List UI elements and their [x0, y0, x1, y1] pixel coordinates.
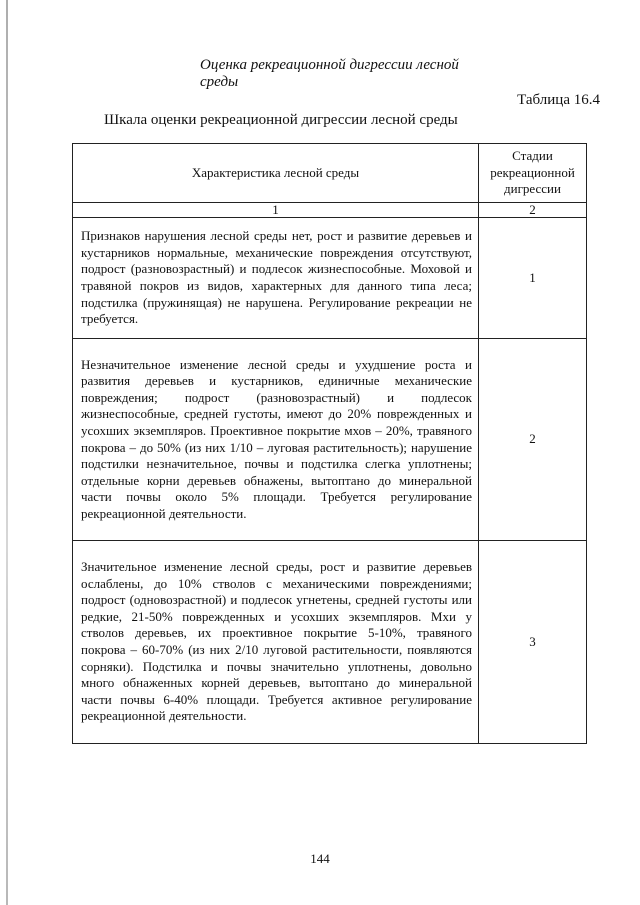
column-number-2: 2	[479, 203, 587, 218]
column-header-characteristic: Характеристика лесной среды	[73, 144, 479, 203]
scan-edge-line	[6, 0, 8, 905]
table-title: Шкала оценки рекреационной дигрессии лесной среды	[104, 112, 458, 128]
running-title: Оценка рекреационной дигрессии лесной среды	[200, 57, 459, 90]
page-number: 144	[310, 851, 330, 866]
table-row	[73, 218, 587, 339]
column-header-stage: Стадии рекреационной дигрессии	[479, 144, 587, 203]
row-stage: 3	[479, 541, 587, 744]
recreation-digression-table	[72, 143, 587, 744]
table-row	[73, 339, 587, 541]
table-header-row	[73, 144, 587, 203]
row-description: Значительное изменение лесной среды, рост и развитие деревьев ослаблены, до 10% стволов с механическими повреждениями; подрост (одновозрастной) и подлесок угнетены, средней густоты или редкие, 21-50% поврежденных и усохших экземпляров. Мхи у стволов деревьев, их проективное покрытие 5-10%, травяного покрова – 60-70% (из них 2/10 луговой растительности, появляются сорняки). Подстилка и почвы значительно уплотнены, довольно много обнаженных корней деревьев, вытоптано до минеральной части почвы 6-40% площади. Требуется активное регулирование рекреационной деятельности.	[73, 541, 479, 744]
table-row	[73, 541, 587, 744]
row-description: Признаков нарушения лесной среды нет, рост и развитие деревьев и кустарников нормальные, механические повреждения отсутствуют, подрост (разновозрастный) и подлесок жизнеспособные. Моховой и травяной покров из видов, характерных для данного типа леса; подстилка (пружинящая) не нарушена. Регулирование рекреации не требуется.	[73, 218, 479, 339]
column-number-row	[73, 203, 587, 218]
row-stage: 1	[479, 218, 587, 339]
row-stage: 2	[479, 339, 587, 541]
table-number: Таблица 16.4	[517, 92, 600, 108]
column-number-1: 1	[73, 203, 479, 218]
row-description: Незначительное изменение лесной среды и ухудшение роста и развития деревьев и кустарников, единичные механические повреждения; подрост (разновозрастный) и подлесок жизнеспособные, средней густоты, имеют до 20% поврежденных и усохших экземпляров. Проективное покрытие мхов – 20%, травяного покрова – до 50% (из них 1/10 – луговая растительность); нарушение подстилки незначительное, почвы и подстилка слегка уплотнены; отдельные корни деревьев обнажены, вытоптано до минеральной части почвы около 5% площади. Требуется регулирование рекреационной деятельности.	[73, 339, 479, 541]
